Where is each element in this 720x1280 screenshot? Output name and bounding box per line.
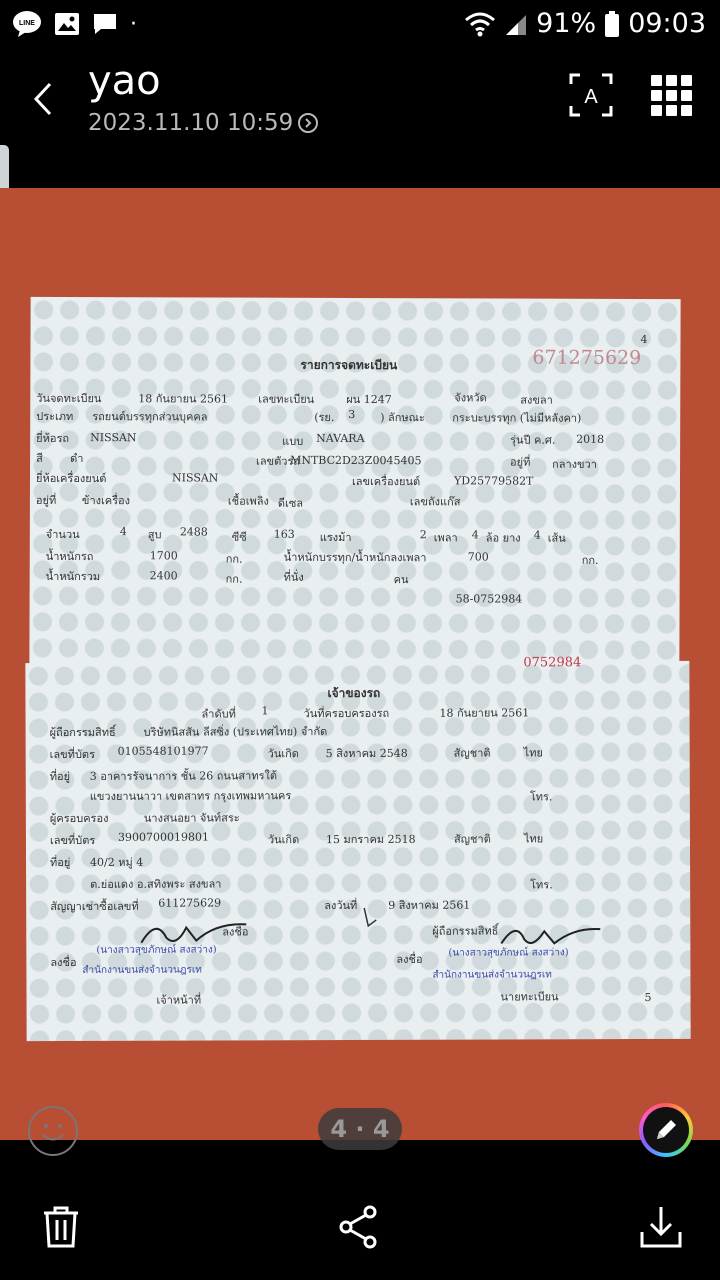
owner-signature-label: ผู้ถือกรรมสิทธิ์ — [432, 924, 499, 938]
type-label: ประเภท — [36, 409, 74, 424]
status-bar — [0, 0, 720, 50]
registrar-label: นายทะเบียน — [500, 990, 559, 1004]
seats-unit: คน — [393, 573, 409, 587]
vehicle-weight: 1700 — [149, 549, 178, 563]
holder-label: ผู้ครอบครอง — [49, 811, 109, 826]
holder-signature — [360, 906, 380, 930]
owner-address-line2: แขวงยานนาวา เขตสาทร กรุงเทพมหานคร — [89, 789, 292, 803]
dob-label: วันเกิด — [267, 833, 300, 847]
brand-label: ยี่ห้อรถ — [36, 431, 70, 446]
message-icon — [92, 12, 118, 36]
holder-id: 3900700019801 — [117, 830, 209, 844]
char-value: กระบะบรรทุก (ไม่มีหลังคา) — [452, 411, 582, 425]
fuel-label: เชื้อเพลิง — [227, 494, 269, 508]
text-recognition-icon — [566, 70, 616, 120]
nationality-label: สัญชาติ — [453, 832, 491, 846]
id-label: เลขที่บัตร — [49, 747, 95, 762]
nationality-label: สัญชาติ — [453, 746, 491, 760]
chassis-pos: กลางขวา — [552, 457, 597, 471]
photo-datetime[interactable] — [88, 110, 319, 136]
registration-document-top — [29, 297, 680, 667]
cyl-label: สูบ — [147, 528, 162, 542]
serial-number: 58-0752984 — [455, 592, 523, 606]
order: 1 — [261, 704, 269, 718]
red-serial: 0752984 — [523, 655, 582, 671]
album-title: yao — [88, 58, 161, 104]
officer-label: เจ้าหน้าที่ — [156, 993, 202, 1007]
share-button[interactable] — [334, 1202, 384, 1252]
back-button[interactable] — [22, 72, 66, 126]
fuel: ดีเซล — [277, 496, 304, 510]
contract-date: 9 สิงหาคม 2561 — [388, 898, 471, 912]
battery-icon — [604, 10, 620, 38]
owner-label: ผู้ถือกรรมสิทธิ์ — [49, 725, 116, 740]
weight-label: น้ำหนักรถ — [45, 549, 94, 564]
gallery-icon — [54, 12, 80, 36]
owner-id: 0105548101977 — [117, 744, 209, 758]
signal-icon — [504, 11, 528, 37]
gas-tank-label: เลขถังแก๊ส — [409, 495, 461, 509]
grid-icon — [646, 70, 696, 120]
owner-heading: เจ้าของรถ — [327, 685, 381, 701]
registrar-stamp-org: สำนักงานขนส่งจำนวนฎรเท — [432, 969, 552, 981]
count-label: จำนวน — [45, 527, 80, 542]
engine-number: YD25779582T — [453, 474, 534, 488]
page-number: 4 — [640, 332, 648, 347]
emoji-button[interactable] — [28, 1106, 78, 1156]
brand: NISSAN — [90, 431, 137, 445]
ro-value: 3 — [348, 407, 356, 422]
holder-nationality: ไทย — [523, 832, 544, 846]
holder-name: นางสนอยา จันท์สระ — [143, 811, 240, 825]
model-year: 2018 — [576, 432, 605, 446]
sign-label: ลงชื่อ — [50, 955, 77, 970]
engine-brand: NISSAN — [171, 471, 219, 485]
chassis-number: MNTBC2D23Z0045405 — [290, 453, 422, 468]
model: NAVARA — [316, 431, 365, 446]
page-number: 5 — [644, 990, 652, 1005]
owner-address-line1: 3 อาคารรัจนาการ ชั้น 26 ถนนสาทรใต้ — [89, 769, 278, 783]
id-label: เลขที่บัตร — [49, 833, 96, 848]
reg-date: 18 กันยายน 2561 — [138, 392, 229, 406]
sign-label: ลงชื่อ — [222, 925, 249, 939]
tel-label: โทร. — [530, 878, 553, 892]
load-label: น้ำหนักบรรทุก/น้ำหนักลงเพลา — [283, 550, 427, 565]
vehicle-type: รถยนต์บรรทุกส่วนบุคคล — [92, 410, 208, 424]
more-notifications-dot: · — [130, 11, 137, 37]
engine-pos: ข้างเครื่อง — [81, 494, 131, 508]
province: สงขลา — [520, 393, 553, 407]
owner-dob: 5 สิงหาคม 2548 — [325, 746, 408, 761]
reg-no: ผน 1247 — [346, 392, 392, 407]
load-weight: 700 — [467, 550, 489, 564]
wheels-label: ล้อ ยาง — [485, 531, 521, 545]
address-label: ที่อยู่ — [50, 856, 71, 870]
province-label: จังหวัด — [454, 391, 487, 405]
officer-stamp-name: (นางสาวสุขภักษณ์ สงสว่าง) — [96, 944, 217, 956]
kg-unit: กก. — [225, 572, 243, 586]
delete-icon — [36, 1202, 86, 1252]
registration-document-bottom — [25, 655, 690, 1041]
pencil-icon — [652, 1116, 680, 1144]
chevron-left-icon — [22, 72, 66, 126]
engine-no-label: เลขเครื่องยนต์ — [351, 474, 421, 489]
clock: 09:03 — [628, 8, 706, 39]
smiley-icon — [30, 1108, 76, 1154]
holder-dob: 15 มกราคม 2518 — [325, 832, 416, 847]
address-label: ที่อยู่ — [49, 770, 71, 784]
reg-no-label: เลขทะเบียน — [258, 392, 315, 406]
holder-address-line2: ต.ย่อแดง อ.สทิงพระ สงขลา — [90, 877, 222, 891]
model-label: แบบ — [282, 434, 304, 448]
chevron-right-circle-icon — [297, 112, 319, 134]
cc: 2488 — [179, 525, 208, 539]
sign-label: ลงชื่อ — [396, 952, 423, 966]
kg-unit: กก. — [225, 552, 243, 566]
top-app-bar — [0, 50, 720, 150]
grid-view-button[interactable] — [646, 70, 696, 120]
horsepower: 163 — [273, 527, 295, 541]
text-recognition-button[interactable] — [566, 70, 616, 120]
possess-label: วันที่ครอบครองรถ — [303, 706, 390, 721]
svg-text:LINE: LINE — [19, 20, 35, 27]
hp-label: แรงม้า — [319, 530, 352, 544]
download-icon — [636, 1202, 686, 1252]
svg-text:A: A — [584, 86, 598, 108]
datetime-text: 2023.11.10 10:59 — [88, 110, 294, 136]
cc-label: ซีซี — [231, 530, 247, 544]
tires-label: เส้น — [547, 531, 566, 545]
kg-unit: กก. — [581, 553, 599, 567]
doc-heading: รายการจดทะเบียน — [300, 357, 398, 373]
holder-address-line1: 40/2 หมู่ 4 — [90, 855, 144, 869]
wifi-icon — [464, 10, 496, 38]
bottom-action-bar — [0, 1180, 720, 1280]
registrar-stamp-name: (นางสาวสุขภักษณ์ สงสว่าง) — [448, 947, 569, 959]
edit-button[interactable] — [639, 1103, 693, 1157]
contract-number: 611275629 — [158, 896, 222, 910]
line-icon — [12, 10, 42, 38]
char-label: ) ลักษณะ — [380, 411, 425, 425]
axle-label: เพลา — [433, 531, 458, 545]
chassis-pos-label: อยู่ที่ — [510, 455, 531, 469]
seats-label: ที่นั่ง — [283, 570, 304, 584]
engine-brand-label: ยี่ห้อเครื่องยนต์ — [35, 471, 107, 486]
axles: 2 — [419, 528, 427, 542]
share-icon — [334, 1202, 384, 1252]
page-counter: 4 · 4 — [318, 1108, 402, 1150]
ro-label: (รย. — [314, 410, 335, 424]
tires: 4 — [533, 528, 541, 542]
delete-button[interactable] — [36, 1202, 86, 1252]
wheels: 4 — [471, 528, 479, 542]
possess-date: 18 กันยายน 2561 — [439, 706, 530, 720]
download-button[interactable] — [636, 1202, 686, 1252]
engine-pos-label: อยู่ที่ — [35, 493, 57, 507]
reg-date-label: วันจดทะเบียน — [36, 391, 102, 406]
handwritten-number: 671275629 — [532, 346, 642, 369]
dob-label: วันเกิด — [267, 747, 299, 761]
year-label: รุ่นปี ค.ศ. — [510, 433, 556, 447]
tel-label: โทร. — [529, 790, 553, 804]
contract-date-label: ลงวันที่ — [324, 899, 358, 913]
owner-name: บริษัทนิสสัน ลีสซิ่ง (ประเทศไทย) จำกัด — [143, 725, 328, 739]
viewer-overlay-controls — [0, 1098, 720, 1158]
cylinders: 4 — [119, 525, 127, 539]
total-weight-label: น้ำหนักรวม — [45, 569, 101, 584]
color: ดำ — [70, 452, 84, 466]
color-label: สี — [36, 451, 43, 465]
owner-nationality: ไทย — [523, 746, 543, 760]
battery-percent: 91% — [536, 8, 597, 39]
total-weight: 2400 — [149, 569, 178, 583]
contract-label: สัญญาเช่าซื้อเลขที่ — [50, 899, 139, 914]
officer-stamp-org: สำนักงานขนส่งจำนวนฎรเท — [82, 964, 202, 976]
order-label: ลำดับที่ — [201, 707, 236, 721]
chassis-label: เลขตัวรถ — [256, 454, 301, 468]
